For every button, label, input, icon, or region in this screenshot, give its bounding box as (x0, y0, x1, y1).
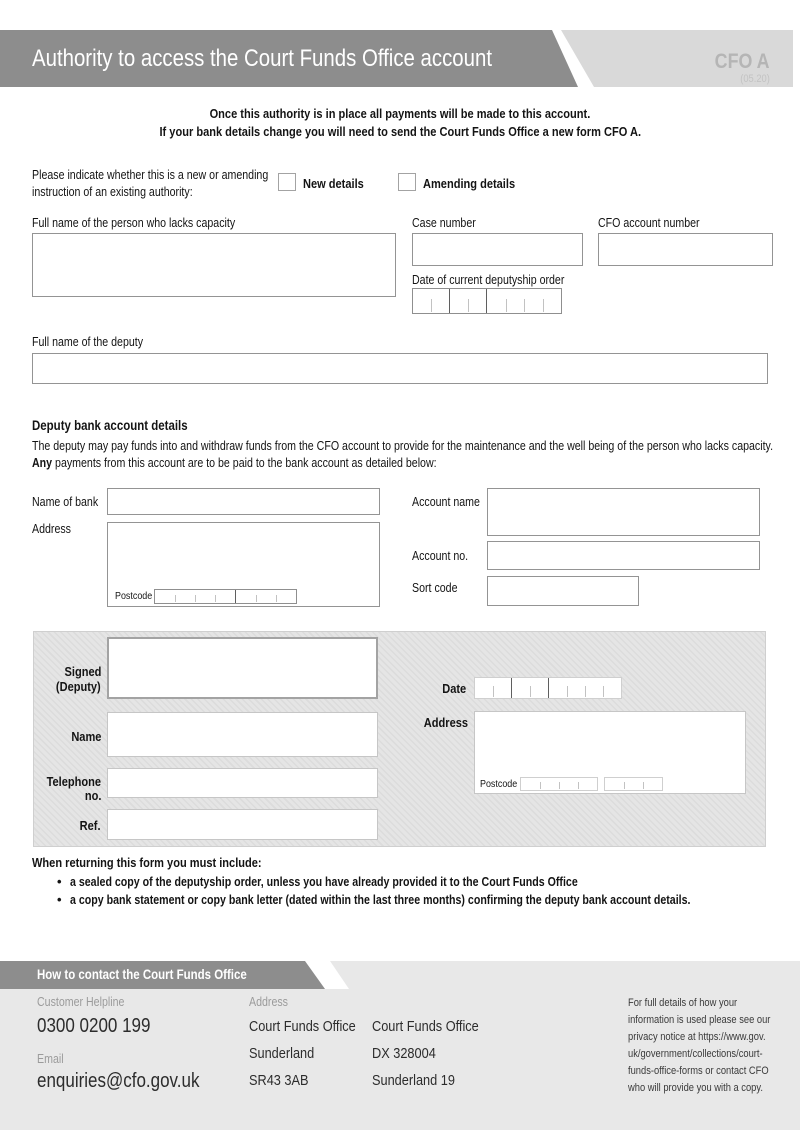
helpline-label: Customer Helpline (37, 995, 125, 1009)
address-label: Address (249, 995, 288, 1009)
deputy-postcode-inward-input[interactable] (604, 777, 663, 791)
dx-address-line-1: Court Funds Office (372, 1018, 479, 1035)
postcode-inward-group (235, 590, 296, 603)
bank-details-description-line1: The deputy may pay funds into and withdraw funds from the CFO account to provide for the maintenance and the well being of the person who lacks capacity. (32, 439, 774, 453)
deputyship-order-date-input[interactable] (412, 288, 562, 314)
dx-address-line-2: DX 328004 (372, 1045, 436, 1062)
deputy-name-input[interactable] (32, 353, 768, 384)
date-day-group (413, 289, 449, 313)
date-month-group (511, 678, 548, 698)
instruction-type-label-line2: instruction of an existing authority: (32, 185, 193, 199)
signature-input[interactable] (107, 637, 378, 699)
sort-code-input[interactable] (487, 576, 639, 606)
case-number-input[interactable] (412, 233, 583, 266)
bank-name-label: Name of bank (32, 495, 99, 509)
signature-date-input[interactable] (474, 677, 622, 699)
page-title: Authority to access the Court Funds Office account (32, 45, 492, 72)
date-year-group (486, 289, 561, 313)
postal-address-line-3: SR43 3AB (249, 1072, 309, 1089)
email-address: enquiries@cfo.gov.uk (37, 1070, 200, 1092)
cfo-account-number-input[interactable] (598, 233, 773, 266)
person-name-input[interactable] (32, 233, 396, 297)
privacy-notice-line-2: information is used please see our (628, 1014, 771, 1026)
date-month-group (449, 289, 486, 313)
bank-name-input[interactable] (107, 488, 380, 515)
helpline-number: 0300 0200 199 (37, 1015, 151, 1037)
intro-note-1: Once this authority is in place all payments will be made to this account. (209, 106, 591, 121)
date-day-group (475, 678, 511, 698)
email-label: Email (37, 1052, 64, 1066)
bank-address-label: Address (32, 522, 71, 536)
amending-details-checkbox[interactable] (398, 173, 416, 191)
bank-details-description-line2: Any payments from this account are to be paid to the bank account as detailed below: (32, 456, 437, 470)
account-name-label: Account name (412, 495, 480, 509)
returning-heading: When returning this form you must include: (32, 855, 262, 870)
deputy-address-label: Address (423, 715, 468, 730)
contact-name-label: Name (70, 729, 101, 744)
amending-details-label: Amending details (423, 176, 516, 191)
telephone-input[interactable] (107, 768, 378, 798)
signed-label-line1: Signed (64, 664, 101, 679)
bank-postcode-input[interactable] (154, 589, 297, 604)
privacy-notice-line-5: funds-office-forms or contact CFO (628, 1065, 769, 1077)
form-version: (05.20) (740, 73, 770, 85)
bank-details-heading: Deputy bank account details (32, 418, 188, 433)
telephone-label-line2: no. (84, 788, 101, 803)
person-name-label: Full name of the person who lacks capacity (32, 216, 236, 230)
deputy-postcode-label: Postcode (480, 778, 518, 790)
intro-note-2: If your bank details change you will need to send the Court Funds Office a new form CFO A. (159, 124, 641, 139)
returning-bullet-2: • a copy bank statement or copy bank letter (dated within the last three months) confirming the deputy bank account details. (57, 893, 800, 907)
postcode-outward-group (521, 778, 597, 790)
cfo-account-number-label: CFO account number (598, 216, 700, 230)
new-details-checkbox[interactable] (278, 173, 296, 191)
date-year-group (548, 678, 621, 698)
bank-postcode-label: Postcode (115, 590, 153, 602)
privacy-notice-line-6: who will provide you with a copy. (628, 1082, 763, 1094)
postal-address-line-1: Court Funds Office (249, 1018, 356, 1035)
deputy-name-label: Full name of the deputy (32, 335, 144, 349)
form-code: CFO A (715, 50, 770, 73)
ref-label: Ref. (80, 818, 101, 833)
account-name-input[interactable] (487, 488, 760, 536)
ref-input[interactable] (107, 809, 378, 840)
postcode-inward-group (605, 778, 662, 790)
instruction-type-label-line1: Please indicate whether this is a new or amending (32, 168, 269, 182)
new-details-label: New details (303, 176, 364, 191)
postcode-outward-group (155, 590, 235, 603)
privacy-notice-line-1: For full details of how your (628, 997, 738, 1009)
privacy-notice-line-4: uk/government/collections/court- (628, 1048, 763, 1060)
deputy-postcode-outward-input[interactable] (520, 777, 598, 791)
returning-bullet-1: • a sealed copy of the deputyship order, unless you have already provided it to the Court Funds Office (57, 875, 667, 889)
account-number-input[interactable] (487, 541, 760, 570)
signed-label-line2: (Deputy) (56, 679, 101, 694)
account-number-label: Account no. (412, 549, 469, 563)
postal-address-line-2: Sunderland (249, 1045, 315, 1062)
telephone-label-line1: Telephone (46, 774, 101, 789)
case-number-label: Case number (412, 216, 476, 230)
privacy-notice-line-3: privacy notice at https://www.gov. (628, 1031, 766, 1043)
dx-address-line-3: Sunderland 19 (372, 1072, 455, 1089)
contact-banner-title: How to contact the Court Funds Office (37, 967, 247, 982)
sort-code-label: Sort code (412, 581, 458, 595)
contact-name-input[interactable] (107, 712, 378, 757)
signature-date-label: Date (442, 681, 466, 696)
deputyship-order-date-label: Date of current deputyship order (412, 273, 565, 287)
